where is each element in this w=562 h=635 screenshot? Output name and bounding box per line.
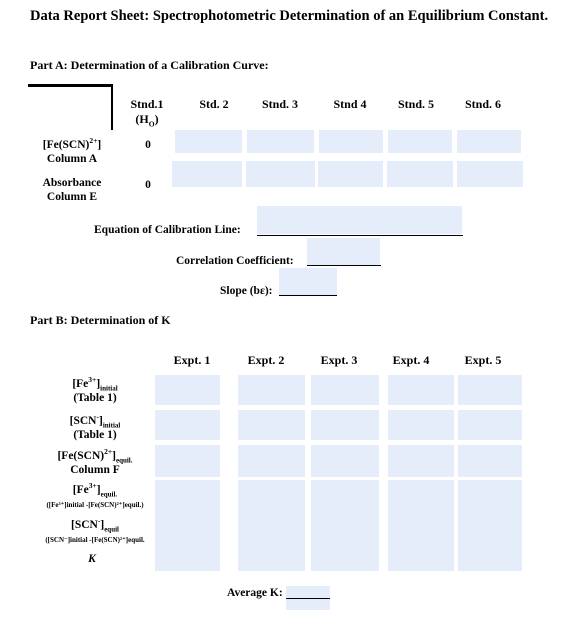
std4-conc-field[interactable] [319,130,383,153]
col-header-expt1: Expt. 1 [173,353,211,367]
row-label-fe-equil: $[Fe^{3+}]_{equil.}$ ([Fe³⁺]initial -[Fe(SCN)²⁺]equil.) [46,481,144,509]
col-header-expt3: Expt. 3 [320,353,358,367]
std6-abs-field[interactable] [457,161,523,187]
row-label-scn-equil: $[SCN^-]_{equil}$ ([SCN⁻]initial -[Fe(SCN)²⁺]equil. [45,516,145,544]
correlation-underline [307,265,381,266]
std1-abs-value: 0 [145,179,151,191]
std5-abs-field[interactable] [387,161,453,187]
equation-underline [257,235,463,236]
expt5-row6-field[interactable] [458,543,522,571]
expt3-row4-field[interactable] [311,480,379,510]
average-k-underline [286,598,330,599]
expt4-row2-field[interactable] [388,410,454,440]
std4-abs-field[interactable] [318,161,383,187]
row-label-fescn-conc: [Fe(SCN)$^{2+}$] Column A [42,136,102,165]
average-k-label: Average K: [227,587,283,599]
col-header-std4: Stnd 4 [333,97,367,111]
col-header-std2: Std. 2 [199,97,229,111]
expt1-row6-field[interactable] [155,543,220,571]
row-label-fescn-equil: $[Fe(SCN)^{2+}]_{equil.}$ Column F [57,447,133,476]
col-header-std5: Stnd. 5 [397,97,435,111]
std5-conc-field[interactable] [388,130,452,153]
expt1-row5-field[interactable] [155,510,220,543]
expt5-row1-field[interactable] [458,375,522,405]
expt4-row3-field[interactable] [388,445,454,477]
part-a-heading: Part A: Determination of a Calibration Curve: [30,58,269,72]
expt3-row3-field[interactable] [311,445,379,477]
expt1-row1-field[interactable] [155,375,220,405]
expt1-row4-field[interactable] [155,480,220,510]
expt3-row1-field[interactable] [311,375,379,405]
std3-conc-field[interactable] [247,130,314,153]
expt4-row5-field[interactable] [388,510,454,543]
expt2-row6-field[interactable] [238,543,305,571]
row-label-scn-initial: $[SCN^-]_{initial}$ (Table 1) [69,412,121,441]
correlation-label: Correlation Coefficient: [176,255,294,267]
col-header-std1: Stnd.1 $(H_O)$ [130,97,164,129]
expt4-row1-field[interactable] [388,375,454,405]
col-header-expt2: Expt. 2 [247,353,285,367]
expt2-row3-field[interactable] [238,445,305,477]
std6-conc-field[interactable] [457,130,521,153]
expt2-row5-field[interactable] [238,510,305,543]
part-b-heading: Part B: Determination of K [30,313,171,327]
expt5-row3-field[interactable] [458,445,522,477]
table-corner-rule-vertical [111,84,113,130]
std2-conc-field[interactable] [175,130,242,153]
expt3-row5-field[interactable] [311,510,379,543]
slope-underline [279,295,337,296]
expt5-row4-field[interactable] [458,480,522,510]
expt5-row5-field[interactable] [458,510,522,543]
std2-abs-field[interactable] [172,161,242,187]
slope-label: Slope (bε): [220,285,273,297]
col-header-std3: Stnd. 3 [261,97,299,111]
page-title: Data Report Sheet: Spectrophotometric Determination of an Equilibrium Constant. [30,8,549,24]
table-corner-rule [28,84,112,87]
expt2-row4-field[interactable] [238,480,305,510]
expt4-row6-field[interactable] [388,543,454,571]
expt1-row3-field[interactable] [155,445,220,477]
expt4-row4-field[interactable] [388,480,454,510]
std1-conc-value: 0 [145,139,151,151]
expt2-row1-field[interactable] [238,375,305,405]
row-label-absorbance: Absorbance Column E [42,177,102,203]
col-header-expt5: Expt. 5 [464,353,502,367]
std3-abs-field[interactable] [246,161,315,187]
correlation-field[interactable] [307,238,380,266]
equation-field[interactable] [257,206,462,234]
expt5-row2-field[interactable] [458,410,522,440]
expt1-row2-field[interactable] [155,410,220,440]
expt2-row2-field[interactable] [238,410,305,440]
expt3-row2-field[interactable] [311,410,379,440]
row-label-k: K [88,553,96,565]
col-header-expt4: Expt. 4 [392,353,430,367]
col-header-std6: Stnd. 6 [464,97,502,111]
slope-field[interactable] [279,268,337,295]
equation-label: Equation of Calibration Line: [94,224,241,236]
row-label-fe-initial: $[Fe^{3+}]_{initial}$ (Table 1) [72,375,118,404]
expt3-row6-field[interactable] [311,543,379,571]
